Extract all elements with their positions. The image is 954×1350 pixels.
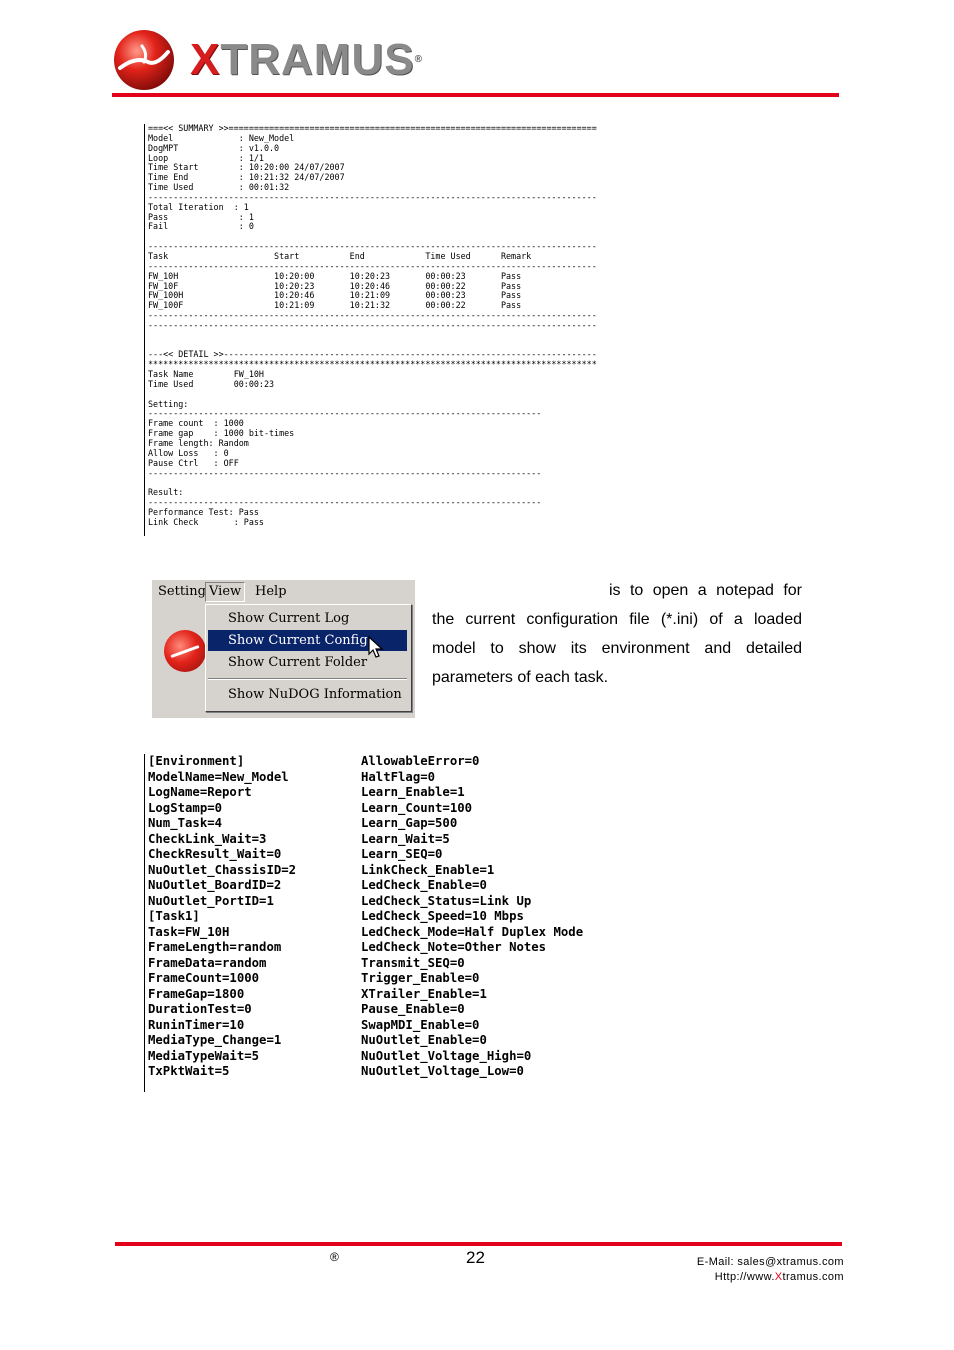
- log-line: ------------------------------------------------------------------------------: [148, 408, 542, 419]
- ini-line: LedCheck_Note=Other Notes: [361, 940, 547, 954]
- log-line: [148, 390, 764, 400]
- ini-line: Trigger_Enable=0: [361, 971, 480, 985]
- log-line: Time Used : 00:01:32: [148, 182, 290, 193]
- contact-email: E-Mail: sales@xtramus.com: [696, 1256, 844, 1268]
- log-line: Loop : 1/1: [148, 152, 264, 163]
- log-line: Frame gap : 1000 bit-times: [148, 428, 295, 439]
- ini-line: LedCheck_Status=Link Up: [361, 893, 532, 908]
- menu-item-show-current-log[interactable]: Show Current Log: [228, 611, 350, 626]
- ini-line: Task=FW_10H: [148, 924, 230, 939]
- description-paragraph: is to open a notepad for the current configuration file (*.ini) of a loaded model to show its environment and detailed parameters of each task.: [432, 582, 802, 686]
- log-line: -----------------------------------------------------------------------------------------: [148, 241, 597, 252]
- ini-config-listing: [144, 754, 665, 1092]
- log-line: Frame length: Random: [148, 438, 249, 448]
- log-line: -----------------------------------------------------------------------------------------: [148, 191, 597, 202]
- menu-help[interactable]: Help: [255, 584, 287, 599]
- log-line: FW_100F 10:21:09 10:21:32 00:00:22 Pass: [148, 300, 522, 311]
- log-line: *****************************************************************************************: [148, 359, 597, 370]
- ini-line: LinkCheck_Enable=1: [361, 862, 495, 877]
- ini-line: RuninTimer=10: [148, 1017, 245, 1032]
- mouse-pointer-icon: [368, 636, 386, 660]
- footer-divider: [115, 1242, 842, 1246]
- ini-line: Learn_Count=100: [361, 800, 473, 815]
- page-number: 22: [466, 1248, 485, 1267]
- ini-line: ModelName=New_Model: [148, 769, 289, 784]
- ini-line: HaltFlag=0: [361, 769, 436, 784]
- ini-line: DurationTest=0: [148, 1002, 252, 1016]
- ini-line: NuOutlet_ChassisID=2: [148, 862, 297, 877]
- log-line: Task Start End Time Used Remark: [148, 250, 532, 261]
- log-line: Setting:: [148, 398, 189, 409]
- log-line: Allow Loss : 0: [148, 447, 229, 458]
- log-line: Performance Test: Pass: [148, 506, 259, 517]
- log-line: Pause Ctrl : OFF: [148, 457, 239, 468]
- ini-left-column: [148, 754, 296, 1080]
- log-line: ---<< DETAIL >>--------------------------------------------------------------------------: [148, 349, 597, 360]
- log-line: Task Name FW_10H: [148, 369, 264, 380]
- log-line: Frame count : 1000: [148, 418, 244, 429]
- log-line: Total Iteration : 1: [148, 201, 249, 212]
- ini-line: AllowableError=0: [361, 754, 480, 768]
- menu-bar: [152, 580, 415, 604]
- xtramus-logo: [112, 28, 442, 96]
- ini-line: CheckLink_Wait=3: [148, 831, 267, 846]
- ini-line: CheckResult_Wait=0: [148, 847, 282, 861]
- ini-line: LogName=Report: [148, 785, 252, 799]
- log-line: Time End : 10:21:32 24/07/2007: [148, 172, 345, 183]
- log-line: Model : New_Model: [148, 132, 295, 143]
- menu-item-show-current-config[interactable]: Show Current Config: [208, 630, 407, 651]
- log-line: -----------------------------------------------------------------------------------------: [148, 319, 597, 330]
- ini-line: SwapMDI_Enable=0: [361, 1017, 480, 1032]
- ini-line: Transmit_SEQ=0: [361, 955, 465, 970]
- log-line: ------------------------------------------------------------------------------: [148, 467, 542, 478]
- menu-view[interactable]: View: [205, 582, 245, 602]
- ini-line: Num_Task=4: [148, 816, 223, 830]
- ini-line: NuOutlet_Voltage_Low=0: [361, 1064, 524, 1078]
- log-line: ------------------------------------------------------------------------------: [148, 497, 542, 508]
- ini-line: FrameData=random: [148, 955, 267, 970]
- menu-separator: [208, 678, 407, 680]
- ini-line: Learn_Gap=500: [361, 816, 458, 830]
- ini-line: FrameLength=random: [148, 940, 282, 954]
- log-line: Link Check : Pass: [148, 516, 264, 527]
- brand-name: XTRAMUS®: [190, 35, 423, 84]
- ini-line: [Environment]: [148, 754, 245, 768]
- ini-right-column: [361, 754, 583, 1080]
- ini-line: LedCheck_Enable=0: [361, 878, 487, 892]
- ini-line: NuOutlet_Voltage_High=0: [361, 1048, 532, 1063]
- ini-line: NuOutlet_Enable=0: [361, 1033, 487, 1047]
- log-line: [148, 331, 764, 341]
- ini-line: Pause_Enable=0: [361, 1002, 465, 1016]
- log-line: [148, 478, 764, 488]
- ini-line: MediaType_Change=1: [148, 1033, 282, 1047]
- log-line: ===<< SUMMARY >>=========================================================================: [148, 124, 597, 133]
- contact-info: [697, 1255, 844, 1285]
- menu-item-show-nudog-information[interactable]: Show NuDOG Information: [228, 687, 402, 702]
- log-line: -----------------------------------------------------------------------------------------: [148, 310, 597, 321]
- contact-url[interactable]: Http://www.Xtramus.com: [714, 1271, 844, 1283]
- summary-log-screenshot: [144, 124, 764, 536]
- header-divider: [112, 93, 839, 97]
- log-line: DogMPT : v1.0.0: [148, 142, 280, 153]
- log-line: Time Start : 10:20:00 24/07/2007: [148, 162, 345, 173]
- ini-line: Learn_SEQ=0: [361, 847, 443, 861]
- log-line: Pass : 1: [148, 211, 254, 222]
- ini-line: FrameGap=1800: [148, 986, 245, 1001]
- ini-line: LedCheck_Speed=10 Mbps: [361, 909, 524, 923]
- log-line: Fail : 0: [148, 221, 254, 232]
- ini-line: LogStamp=0: [148, 800, 223, 815]
- log-line: FW_100H 10:20:46 10:21:09 00:00:23 Pass: [148, 290, 522, 301]
- ini-line: XTrailer_Enable=1: [361, 986, 487, 1001]
- ini-line: TxPktWait=5: [148, 1064, 230, 1078]
- ini-line: FrameCount=1000: [148, 971, 260, 985]
- app-logo-icon: [164, 630, 206, 672]
- ini-line: Learn_Wait=5: [361, 831, 450, 846]
- ini-line: MediaTypeWait=5: [148, 1048, 260, 1063]
- ini-line: Learn_Enable=1: [361, 785, 465, 799]
- log-line: Time Used 00:00:23: [148, 378, 275, 389]
- log-line: Result:: [148, 487, 184, 498]
- menu-setting[interactable]: Setting: [158, 584, 206, 599]
- ini-line: [Task1]: [148, 909, 200, 923]
- log-line: FW_10H 10:20:00 10:20:23 00:00:23 Pass: [148, 270, 522, 281]
- registered-mark: ®: [330, 1250, 339, 1264]
- ini-line: LedCheck_Mode=Half Duplex Mode: [361, 924, 584, 939]
- logo-globe-icon: [112, 28, 176, 92]
- log-line: -----------------------------------------------------------------------------------------: [148, 260, 597, 271]
- ini-line: NuOutlet_PortID=1: [148, 893, 274, 908]
- view-menu-screenshot: [152, 580, 415, 718]
- ini-line: NuOutlet_BoardID=2: [148, 878, 282, 892]
- menu-item-show-current-folder[interactable]: Show Current Folder: [228, 655, 368, 670]
- log-line: FW_10F 10:20:23 10:20:46 00:00:22 Pass: [148, 280, 522, 291]
